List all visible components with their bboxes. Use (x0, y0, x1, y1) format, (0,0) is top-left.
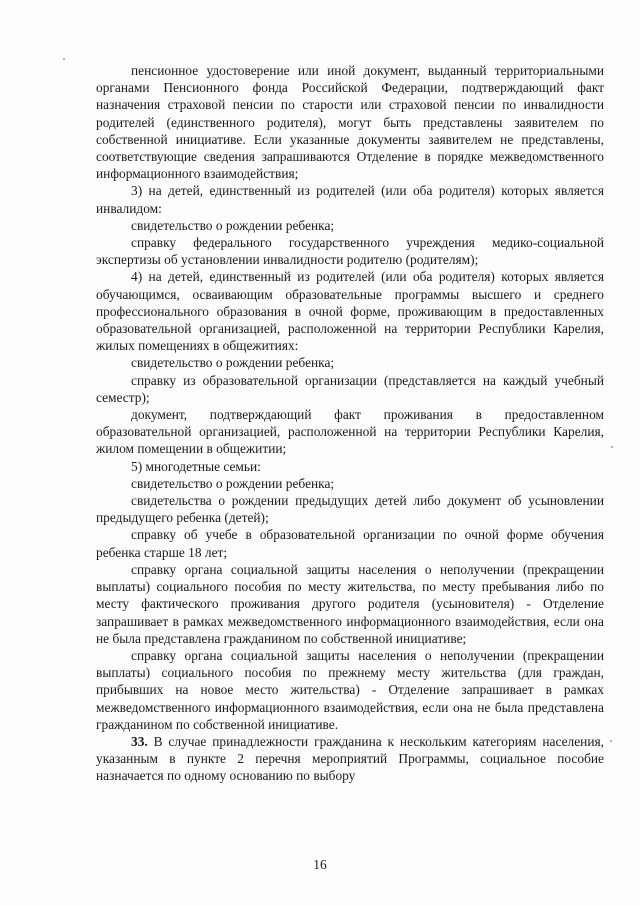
paragraph: справку об учебе в образовательной организации по очной форме обучения ребенка старше 18 лет; (96, 527, 604, 560)
document-body (96, 62, 604, 785)
paragraph: справку органа социальной защиты населения о неполучении (прекращении выплаты) социального пособия по прежнему месту жительства (для граждан, прибывших на новое место жительства) - Отделение запрашивает в рамках межведомственного информационного взаимодействия, если она не была представлена гражданином по собственной инициативе. (96, 647, 604, 732)
paragraph: справку органа социальной защиты населения о неполучении (прекращении выплаты) социального пособия по месту жительства, по месту пребывания либо по месту фактического проживания другого родителя (усыновителя) - Отделение запрашивает в рамках межведомственного информационного взаимодействия, если она не была представлена гражданином по собственной инициативе; (96, 561, 604, 646)
page-number: 16 (313, 857, 327, 872)
paragraph: справку из образовательной организации (представляется на каждый учебный семестр); (96, 372, 604, 405)
paragraph: свидетельство о рождении ребенка; (131, 475, 335, 491)
clause-text: В случае принадлежности гражданина к нескольким категориям населения, указанным в пункте 2 перечня мероприятий Программы, социальное пособие назначается по одному основанию по выбору (96, 733, 604, 784)
paragraph: свидетельство о рождении ребенка; (131, 355, 335, 371)
paragraph: свидетельства о рождении предыдущих детей либо документ об усыновлении предыдущего ребенка (детей); (96, 493, 604, 526)
paragraph: 5) многодетные семьи: (131, 458, 261, 474)
paragraph: 4) на детей, единственный из родителей (или оба родителя) которых является обучающимся, осваивающим образовательные программы высшего и среднего профессионального образования в очной форме, проживающим в предоставленных образовательной организацией, расположенной на территории Республики Карелия, жилых помещениях в общежитиях: (96, 269, 604, 354)
scan-speck (63, 58, 65, 60)
scan-speck (611, 446, 613, 448)
scan-speck (610, 740, 612, 742)
final-paragraph (96, 733, 604, 785)
paragraph: свидетельство о рождении ребенка; (131, 217, 335, 233)
paragraph: пенсионное удостоверение или иной документ, выданный территориальными органами Пенсионного фонда Российской Федерации, подтверждающий факт назначения страховой пенсии по старости или страховой пенсии по инвалидности родителей (единственного родителя), могут быть представлены заявителем по собственной инициативе. Если указанные документы заявителем не представлены, соответствующие сведения запрашиваются Отделение в порядке межведомственного информационного взаимодействия; (96, 63, 604, 182)
paragraph: справку федерального государственного учреждения медико-социальной экспертизы об установлении инвалидности родителю (родителям); (96, 235, 604, 268)
paragraph: 3) на детей, единственный из родителей (или оба родителя) которых является инвалидом: (96, 183, 604, 216)
clause-number: 33. (131, 733, 148, 749)
paragraph: документ, подтверждающий факт проживания в предоставленном образовательной организацией, расположенной на территории Республики Карелия, жилом помещении в общежитии; (96, 407, 604, 457)
